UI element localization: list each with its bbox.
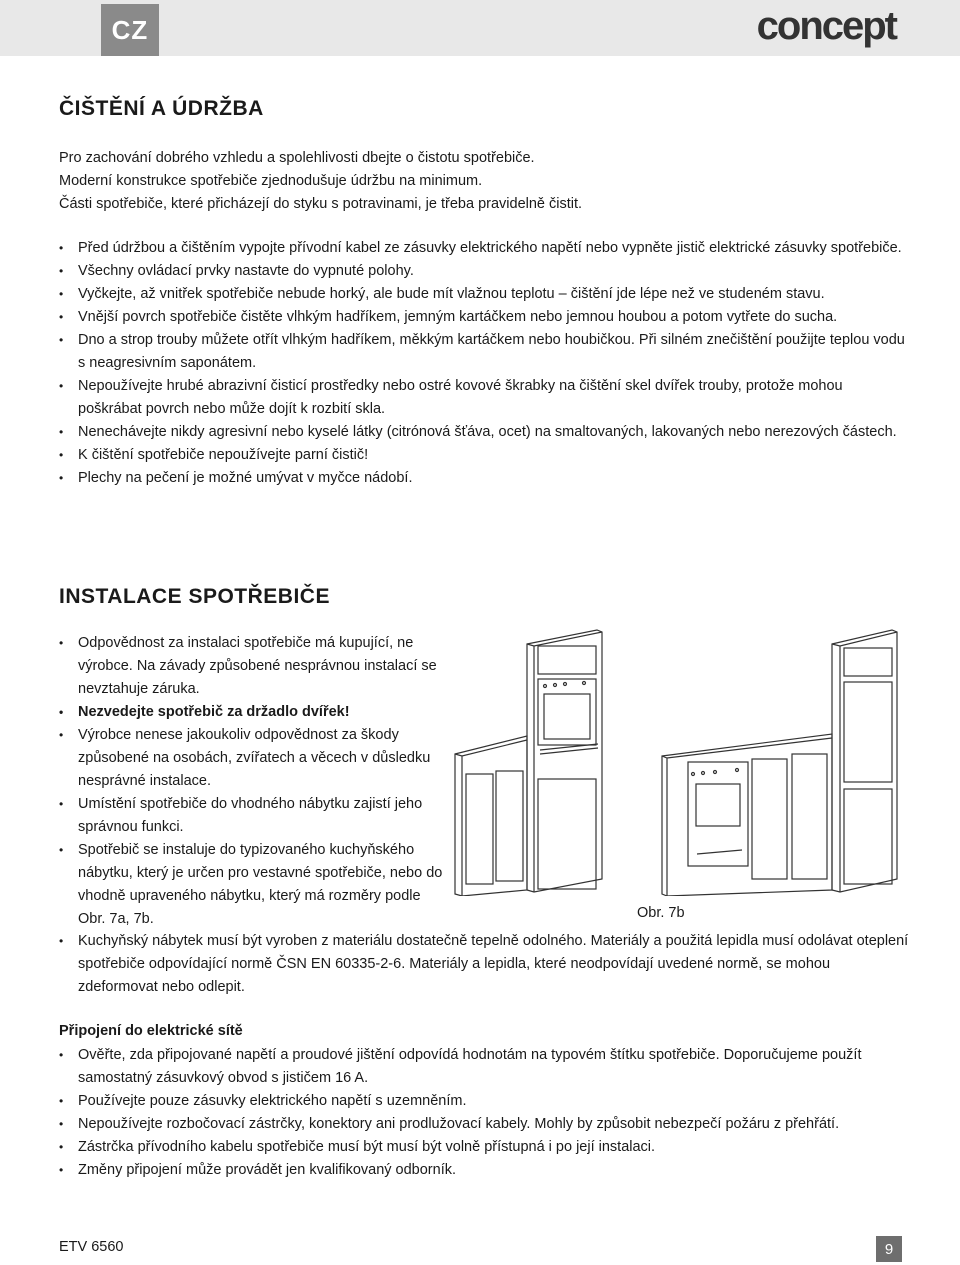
list-item: • K čištění spotřebiče nepoužívejte parní čistič! xyxy=(59,444,909,467)
electrical-list xyxy=(59,1044,909,1182)
list-item: • Vnější povrch spotřebiče čistěte vlhkým hadříkem, jemným kartáčkem nebo jemnou houbou a potom vytřete do sucha. xyxy=(59,306,909,329)
cleaning-list xyxy=(59,237,909,490)
list-item: • Všechny ovládací prvky nastavte do vypnuté polohy. xyxy=(59,260,909,283)
section-title-installation: INSTALACE SPOTŘEBIČE xyxy=(59,585,330,608)
list-item: • Nepoužívejte rozbočovací zástrčky, konektory ani prodlužovací kabely. Mohly by způsobit nebezpečí požáru z přehřátí. xyxy=(59,1113,909,1136)
list-item: • Nezvedejte spotřebič za držadlo dvířek! xyxy=(59,701,443,724)
list-item: • Ověřte, zda připojované napětí a proudové jištění odpovídá hodnotám na typovém štítku spotřebiče. Doporučujeme použít samostatný zásuvkový obvod s jističem 16 A. xyxy=(59,1044,909,1090)
left-base-cabinet xyxy=(455,736,527,896)
language-badge: CZ xyxy=(101,4,159,56)
installation-list xyxy=(59,632,443,931)
figure-caption: Obr. 7b xyxy=(637,905,685,921)
list-item: • Kuchyňský nábytek musí být vyroben z materiálu dostatečně tepelně odolného. Materiály a použitá lepidla musí odolávat oteplení spotřebiče odpovídající normě ČSN EN 60335-2-6. Materiály a lepidla, které neodpovídají uvedené normě, se mohou zdeformovat nebo odlepit. xyxy=(59,930,909,999)
intro-line: Pro zachování dobrého vzhledu a spolehlivosti dbejte o čistotu spotřebiče. xyxy=(59,150,535,166)
section-title-electrical: Připojení do elektrické sítě xyxy=(59,1023,243,1039)
list-item: • Nepoužívejte hrubé abrazivní čisticí prostředky nebo ostré kovové škrabky na čištění skel dvířek trouby, protože mohou poškrábat povrch nebo může dojít k rozbití skla. xyxy=(59,375,909,421)
left-tall-cabinet xyxy=(527,630,602,892)
list-item: • Zástrčka přívodního kabelu spotřebiče musí být musí být volně přístupná i po její instalaci. xyxy=(59,1136,909,1159)
list-item: • Odpovědnost za instalaci spotřebiče má kupující, ne výrobce. Na závady způsobené nesprávnou instalací se nevztahuje záruka. xyxy=(59,632,443,701)
page-number: 9 xyxy=(876,1236,902,1262)
list-item: • Dno a strop trouby můžete otřít vlhkým hadříkem, měkkým kartáčkem nebo houbičkou. Při silném znečištění použijte teplou vodu s neagresivním saponátem. xyxy=(59,329,909,375)
list-item: • Umístění spotřebiče do vhodného nábytku zajistí jeho správnou funkci. xyxy=(59,793,443,839)
list-item: • Výrobce nenese jakoukoliv odpovědnost za škody způsobené na osobách, zvířatech a věcech v důsledku nesprávné instalace. xyxy=(59,724,443,793)
intro-line: Části spotřebiče, které přicházejí do styku s potravinami, je třeba pravidelně čistit. xyxy=(59,196,583,212)
intro-line: Moderní konstrukce spotřebiče zjednodušuje údržbu na minimum. xyxy=(59,173,483,189)
list-item: • Používejte pouze zásuvky elektrického napětí s uzemněním. xyxy=(59,1090,909,1113)
list-item: • Plechy na pečení je možné umývat v myčce nádobí. xyxy=(59,467,909,490)
right-tall-cabinet xyxy=(832,630,897,892)
oven-cabinet-figure xyxy=(452,624,907,896)
installation-list-wide xyxy=(59,930,909,999)
section-title-cleaning: ČIŠTĚNÍ A ÚDRŽBA xyxy=(59,97,264,120)
brand-logo: concept xyxy=(756,4,896,48)
footer-model: ETV 6560 xyxy=(59,1239,124,1255)
list-item: • Vyčkejte, až vnitřek spotřebiče nebude horký, ale bude mít vlažnou teplotu – čištění jde lépe než ve studeném stavu. xyxy=(59,283,909,306)
list-item: • Před údržbou a čištěním vypojte přívodní kabel ze zásuvky elektrického napětí nebo vypněte jistič elektrické zásuvky spotřebiče. xyxy=(59,237,909,260)
list-item: • Nenechávejte nikdy agresivní nebo kyselé látky (citrónová šťáva, ocet) na smaltovaných, lakovaných nebo nerezových částech. xyxy=(59,421,909,444)
list-item: • Změny připojení může provádět jen kvalifikovaný odborník. xyxy=(59,1159,909,1182)
right-base-cabinet xyxy=(662,734,832,896)
list-item: • Spotřebič se instaluje do typizovaného kuchyňského nábytku, který je určen pro vestavné spotřebiče, nebo do vhodně upraveného nábytku, který má rozměry podle Obr. 7a, 7b. xyxy=(59,839,443,931)
